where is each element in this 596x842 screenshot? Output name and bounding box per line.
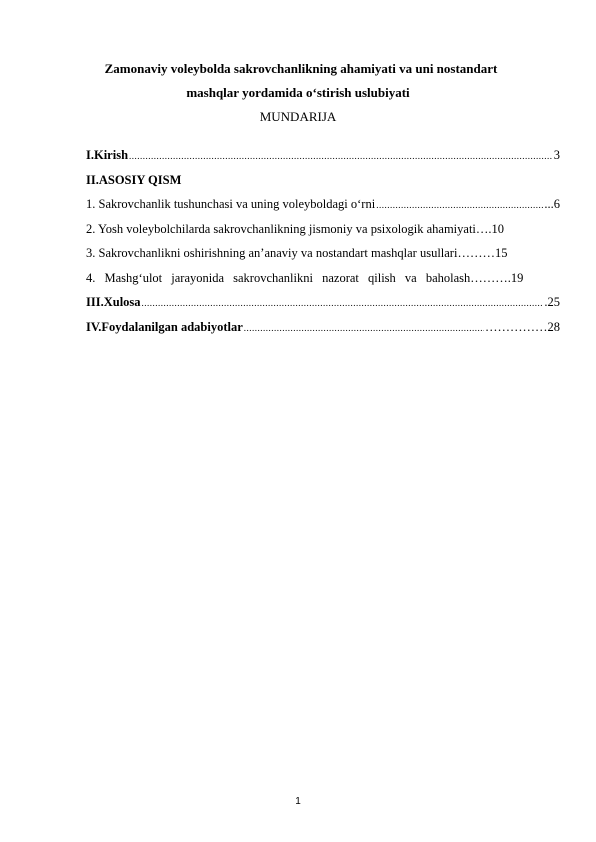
toc-entry-label: I.Kirish	[86, 148, 129, 162]
document-title-line-1: Zamonaviy voleybolda sakrovchanlikning ahamiyati va uni nostandart	[104, 61, 498, 76]
toc-entry-3[interactable]	[86, 244, 560, 269]
toc-leader-dots	[129, 147, 553, 165]
toc-heading: MUNDARIJA	[259, 109, 337, 124]
toc-leader-dots	[142, 294, 544, 312]
toc-entry-label: 3. Sakrovchanlikni oshirishning an’anaviy va nostandart mashqlar usullari	[86, 246, 458, 260]
toc-entry-page: .25	[544, 295, 560, 309]
toc-entry-label: 2. Yosh voleybolchilarda sakrovchanlikning jismoniy va psixologik ahamiyati	[86, 221, 476, 236]
toc-entry-kirish[interactable]	[86, 146, 560, 171]
toc-entry-page: ……………28	[485, 319, 560, 334]
toc-entry-label: 1. Sakrovchanlik tushunchasi va uning voleyboldagi o‘rni	[86, 197, 376, 211]
toc-entry-label: II.ASOSIY QISM	[86, 172, 182, 187]
toc-entry-adabiyotlar[interactable]	[86, 318, 560, 343]
document-title-line-2: mashqlar yordamida o‘stirish uslubiyati	[186, 85, 410, 100]
toc-entry-label: III.Xulosa	[86, 295, 141, 309]
table-of-contents	[86, 146, 560, 342]
toc-entry-2[interactable]	[86, 220, 560, 245]
toc-entry-page: ………15	[457, 246, 508, 260]
toc-entry-1[interactable]	[86, 195, 560, 220]
toc-entry-page: ……….19	[470, 270, 524, 285]
page-number: 1	[295, 796, 301, 807]
toc-entry-4[interactable]	[86, 269, 560, 294]
toc-leader-dots	[376, 196, 543, 214]
toc-entry-page: ...6	[544, 197, 560, 211]
toc-leader-dots	[244, 319, 484, 337]
toc-entry-xulosa[interactable]	[86, 293, 560, 318]
toc-entry-label: 4. Mashg‘ulot jarayonida sakrovchanlikni nazorat qilish va baholash	[86, 270, 471, 285]
toc-entry-page: ….10	[475, 221, 505, 236]
toc-entry-page: 3	[553, 148, 560, 162]
toc-entry-asosiy-qism[interactable]	[86, 171, 560, 196]
toc-entry-label: IV.Foydalanilgan adabiyotlar	[86, 319, 243, 334]
